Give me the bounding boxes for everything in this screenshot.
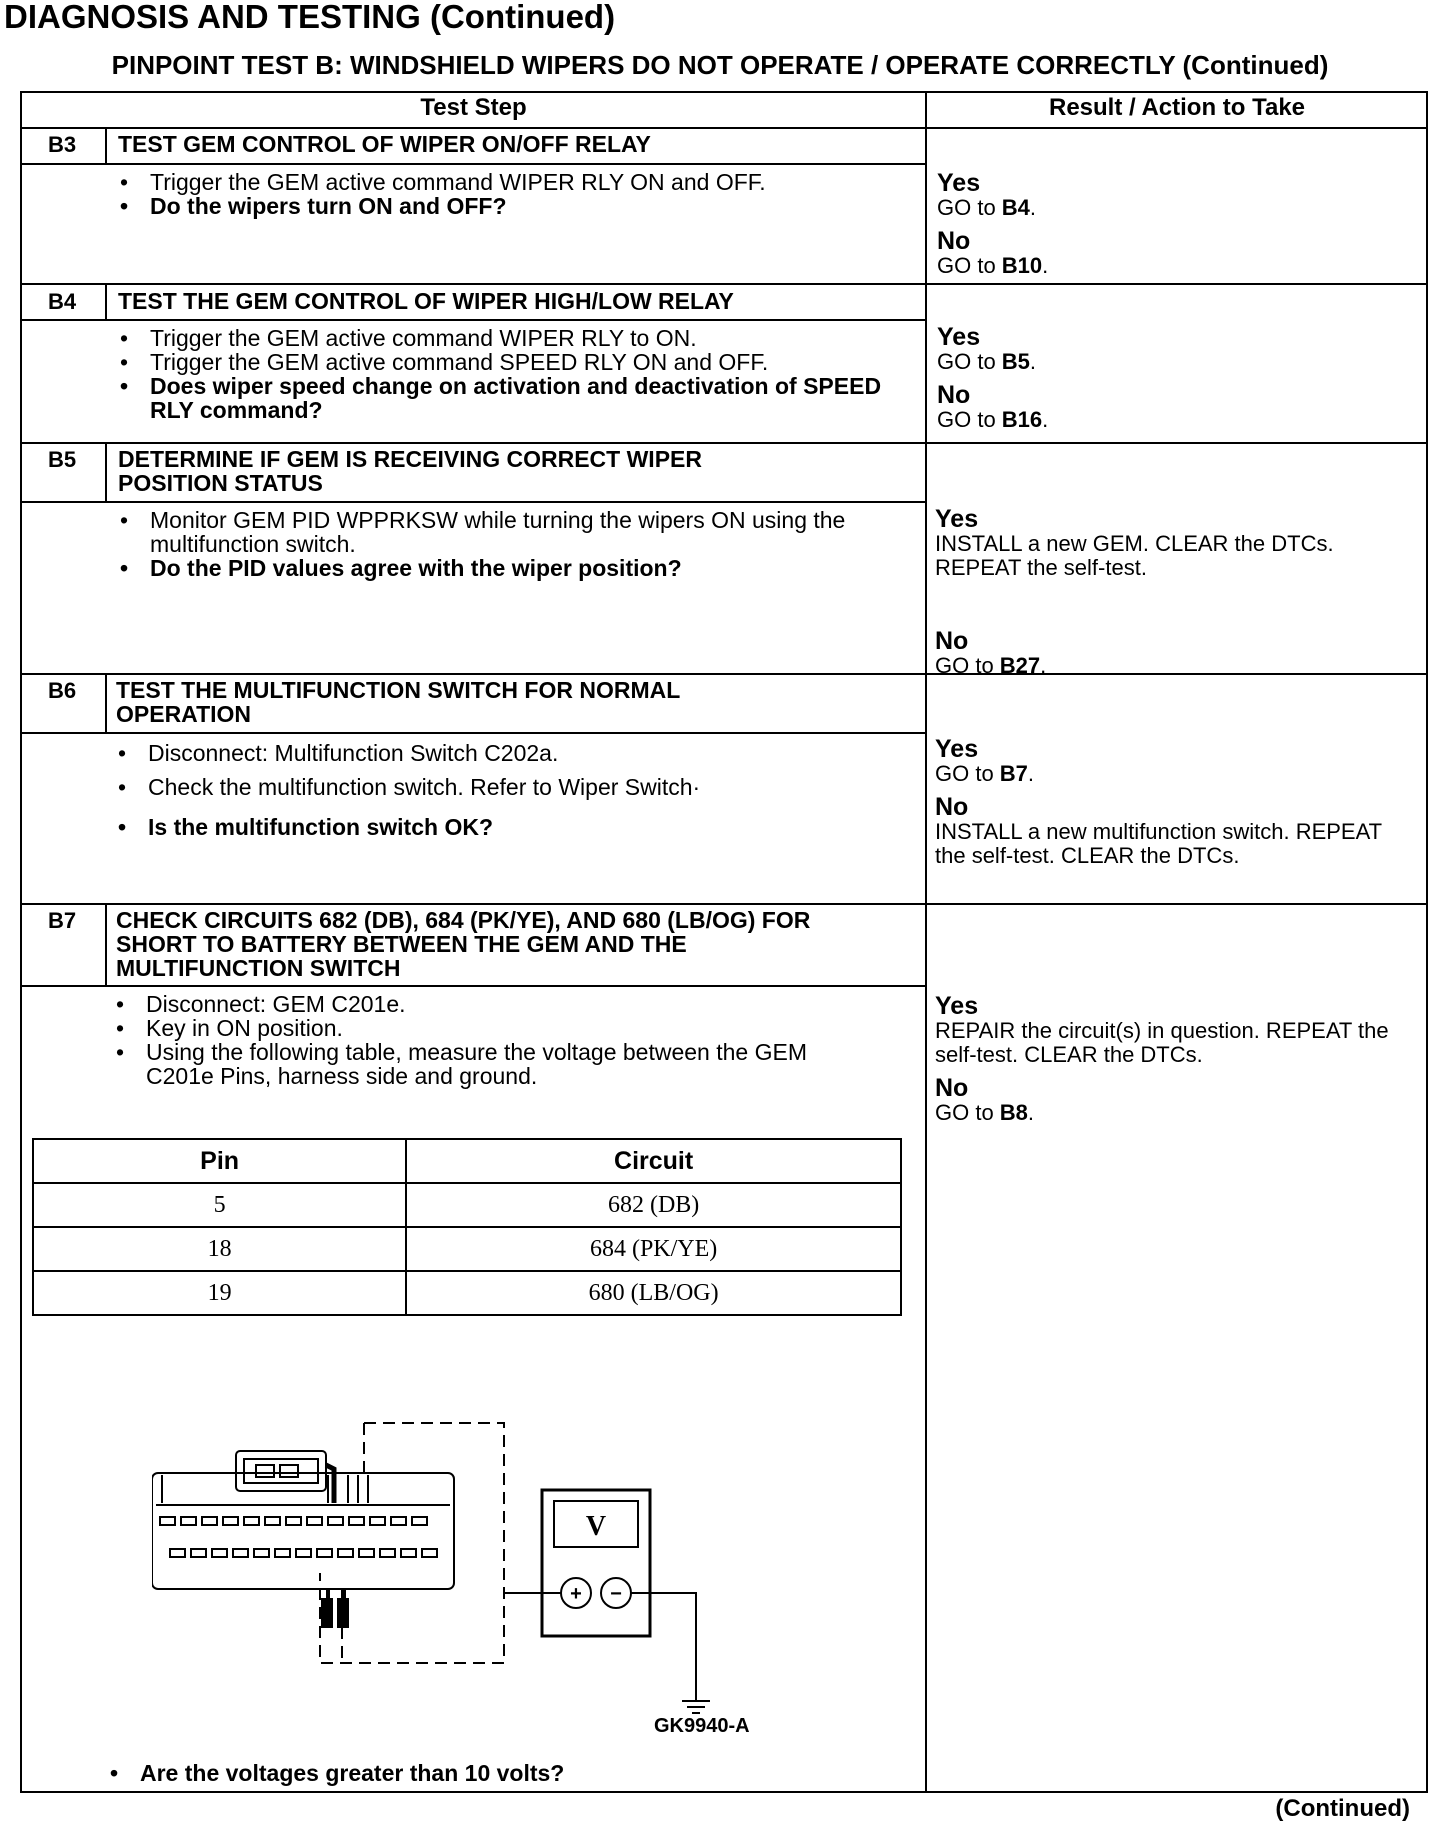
- pin-cell: 19: [33, 1271, 406, 1315]
- bullet: • Disconnect: Multifunction Switch C202a.: [110, 741, 910, 765]
- pinpoint-test-table: [20, 91, 1428, 1793]
- question: • Is the multifunction switch OK?: [110, 815, 910, 839]
- pin-slot: [223, 1517, 238, 1525]
- pin-slot: [191, 1549, 206, 1557]
- question: • Do the wipers turn ON and OFF?: [112, 194, 912, 218]
- header-rule: [22, 127, 1426, 129]
- step-bullets: [112, 508, 912, 580]
- title-rule: [22, 732, 925, 734]
- result-text: GO to: [937, 195, 1002, 220]
- id-divider: [105, 903, 107, 985]
- id-divider: [105, 283, 107, 319]
- bullet: • Trigger the GEM active command SPEED RLY ON and OFF.: [112, 350, 912, 374]
- result-text: GO to: [937, 407, 1002, 432]
- header-result: Result / Action to Take: [1048, 94, 1306, 121]
- result-no: No: [935, 627, 969, 655]
- pin-slot: [160, 1517, 175, 1525]
- id-divider: [105, 673, 107, 732]
- result-target: B16: [1001, 407, 1043, 432]
- step-bullets: [112, 170, 912, 218]
- step-id: B5: [47, 447, 77, 472]
- step-bullets: [102, 1761, 902, 1785]
- pin-header: Pin: [33, 1139, 406, 1183]
- pin-slot: [338, 1549, 353, 1557]
- minus-sign: −: [610, 1583, 622, 1605]
- result-text: GO to: [935, 761, 1000, 786]
- pin-slot: [401, 1549, 416, 1557]
- circuit-header: Circuit: [406, 1139, 901, 1183]
- result-yes: Yes: [935, 992, 979, 1020]
- result-yes: Yes: [935, 735, 979, 763]
- step-results: [937, 324, 1417, 440]
- pin-slot: [254, 1549, 269, 1557]
- pin-slot: [317, 1549, 332, 1557]
- result-text: GO to: [937, 349, 1002, 374]
- step-rule: [22, 442, 1426, 444]
- table-row: [33, 1227, 901, 1271]
- result-target: B27: [999, 653, 1041, 678]
- step-results: [935, 993, 1415, 1133]
- pin-slot: [233, 1549, 248, 1557]
- question: • Does wiper speed change on activation and deactivation of SPEED RLY command?: [112, 374, 890, 422]
- question: • Do the PID values agree with the wiper position?: [112, 556, 912, 580]
- id-divider: [105, 127, 107, 163]
- pin-table-header: [33, 1139, 901, 1183]
- title-rule: [22, 501, 925, 503]
- pin-slot: [275, 1549, 290, 1557]
- pin-slot: [286, 1517, 301, 1525]
- step-bullets: [110, 741, 910, 839]
- result-no: No: [937, 381, 971, 409]
- bullet: • Disconnect: GEM C201e.: [108, 992, 918, 1016]
- result-text: GO to: [937, 253, 1002, 278]
- result-suffix: .: [1042, 407, 1049, 432]
- pin-slot: [212, 1549, 227, 1557]
- step-id: B3: [47, 132, 77, 157]
- step-rule: [22, 673, 1426, 675]
- plus-sign: +: [570, 1583, 582, 1605]
- result-text: GO to: [935, 1100, 1000, 1125]
- result-no: No: [935, 1074, 969, 1102]
- table-row: [33, 1183, 901, 1227]
- result-suffix: .: [1042, 253, 1049, 278]
- result-text: GO to: [935, 653, 1000, 678]
- step-title: TEST THE GEM CONTROL OF WIPER HIGH/LOW RELAY: [118, 288, 734, 314]
- pin-slot: [296, 1549, 311, 1557]
- step-id: B6: [47, 678, 77, 703]
- result-no: No: [935, 793, 969, 821]
- bullet: • Key in ON position.: [108, 1016, 918, 1040]
- pin-slot: [370, 1517, 385, 1525]
- question: • Are the voltages greater than 10 volts?: [102, 1761, 902, 1785]
- result-target: B8: [999, 1100, 1028, 1125]
- step-title: TEST THE MULTIFUNCTION SWITCH FOR NORMAL OPERATION: [116, 677, 680, 727]
- pin-slot: [380, 1549, 395, 1557]
- result-text: REPAIR the circuit(s) in question. REPEAT the self-test. CLEAR the DTCs.: [935, 1018, 1389, 1067]
- pin-circuit-table: [32, 1138, 902, 1316]
- title-rule: [22, 985, 925, 987]
- result-suffix: .: [1029, 195, 1037, 220]
- result-target: B7: [999, 761, 1028, 786]
- circuit-cell: 684 (PK/YE): [406, 1227, 901, 1271]
- pin-slot: [422, 1549, 437, 1557]
- probe-1: [322, 1599, 332, 1627]
- pin-slot: [244, 1517, 259, 1525]
- result-suffix: .: [1027, 761, 1035, 786]
- pin-slot: [181, 1517, 196, 1525]
- pin-slot: [202, 1517, 217, 1525]
- pin-slot: [328, 1517, 343, 1525]
- table-row: [33, 1271, 901, 1315]
- bullet: • Trigger the GEM active command WIPER RLY ON and OFF.: [112, 170, 912, 194]
- step-title: CHECK CIRCUITS 682 (DB), 684 (PK/YE), AND 680 (LB/OG) FOR SHORT TO BATTERY BETWEEN THE GEM AND THE MULTIFUNCTION SWITCH: [116, 907, 811, 981]
- step-id: B4: [47, 289, 77, 314]
- title-rule: [22, 163, 925, 165]
- bullet: • Monitor GEM PID WPPRKSW while turning the wipers ON using the multifunction switch.: [112, 508, 910, 556]
- result-no: No: [937, 227, 971, 255]
- result-suffix: .: [1040, 653, 1047, 678]
- id-divider: [105, 442, 107, 501]
- page-title: DIAGNOSIS AND TESTING (Continued): [4, 0, 616, 35]
- step-results: [935, 736, 1415, 876]
- step-bullets: [108, 992, 918, 1088]
- step-title: DETERMINE IF GEM IS RECEIVING CORRECT WIPER POSITION STATUS: [118, 446, 702, 496]
- pinpoint-test-title: PINPOINT TEST B: WINDSHIELD WIPERS DO NOT OPERATE / OPERATE CORRECTLY (Continued): [111, 50, 1329, 80]
- continued-footer: (Continued): [1275, 1795, 1410, 1822]
- step-id: B7: [47, 908, 77, 933]
- meter-label: V: [585, 1511, 607, 1542]
- title-rule: [22, 319, 925, 321]
- result-yes: Yes: [935, 505, 979, 533]
- pin-slot: [391, 1517, 406, 1525]
- result-target: B4: [1001, 195, 1030, 220]
- result-yes: Yes: [937, 323, 981, 351]
- result-suffix: .: [1029, 349, 1037, 374]
- probe-2: [338, 1599, 348, 1627]
- pin-cell: 5: [33, 1183, 406, 1227]
- step-rule: [22, 903, 1426, 905]
- step-results: [935, 506, 1415, 686]
- result-yes: Yes: [937, 169, 981, 197]
- result-text: INSTALL a new GEM. CLEAR the DTCs. REPEAT the self-test.: [935, 531, 1334, 580]
- result-text: INSTALL a new multifunction switch. REPEAT the self-test. CLEAR the DTCs.: [935, 819, 1382, 868]
- connector-pin-row: [170, 1549, 437, 1557]
- column-divider: [925, 93, 927, 1791]
- header-test-step: Test Step: [420, 94, 527, 121]
- result-suffix: .: [1027, 1100, 1035, 1125]
- pin-slot: [265, 1517, 280, 1525]
- result-target: B5: [1001, 349, 1030, 374]
- step-title: TEST GEM CONTROL OF WIPER ON/OFF RELAY: [118, 131, 651, 157]
- step-bullets: [112, 326, 912, 422]
- bullet: • Trigger the GEM active command WIPER RLY to ON.: [112, 326, 912, 350]
- pin-slot: [412, 1517, 427, 1525]
- bullet: • Using the following table, measure the voltage between the GEM C201e Pins, harness side and ground.: [108, 1040, 846, 1088]
- connector-pin-row: [160, 1517, 427, 1525]
- bullet: • Check the multifunction switch. Refer to Wiper Switch·: [110, 775, 910, 799]
- figure-id: GK9940-A: [654, 1715, 750, 1737]
- step-results: [937, 170, 1417, 286]
- step-rule: [22, 283, 1426, 285]
- pin-slot: [359, 1549, 374, 1557]
- result-target: B10: [1001, 253, 1043, 278]
- pin-cell: 18: [33, 1227, 406, 1271]
- pin-slot: [349, 1517, 364, 1525]
- pin-slot: [170, 1549, 185, 1557]
- circuit-cell: 682 (DB): [406, 1183, 901, 1227]
- circuit-cell: 680 (LB/OG): [406, 1271, 901, 1315]
- pin-slot: [307, 1517, 322, 1525]
